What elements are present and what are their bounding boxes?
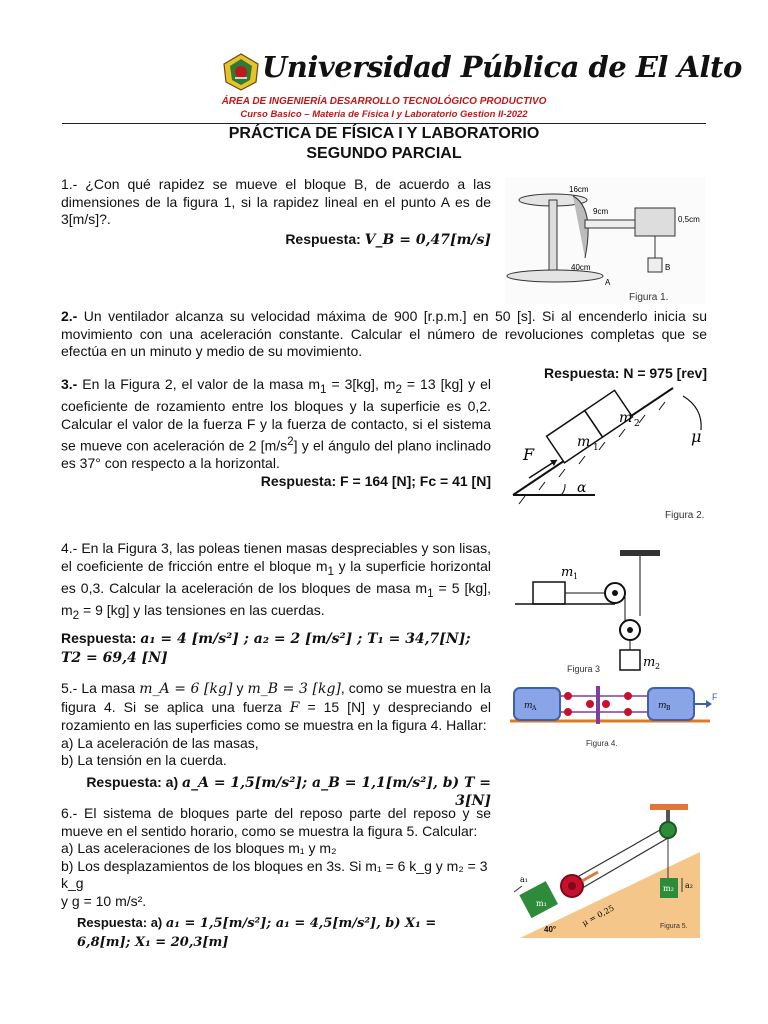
exam-subtitle: SEGUNDO PARCIAL [306, 145, 462, 162]
angle-label: 40° [544, 925, 557, 934]
figure-3-caption: Figura 3 [567, 664, 601, 674]
answer-value: V_B = 0,47[m/s] [364, 231, 491, 248]
problem-3 [61, 376, 491, 490]
problem-6-item-c: y g = 10 m/s². [61, 892, 147, 909]
figure-1-pulley-system [505, 178, 705, 304]
answer-label: Respuesta: [285, 230, 361, 247]
problem-1-text: 1.- ¿Con qué rapidez se mueve el bloque B, de acuerdo a las dimensiones de la figura 1, si la rapidez lineal en el punto A es de 3[m/s]?. [61, 176, 491, 227]
point-a-label: A [605, 278, 611, 287]
figure-2-incline [505, 380, 710, 522]
force-f-label: F [523, 445, 535, 464]
a2-label: a₂ [685, 881, 693, 890]
problem-5 [61, 680, 491, 811]
problem-2-number: 2.- [61, 308, 78, 324]
dim-16cm: 16cm [569, 185, 589, 194]
a1-label: a₁ [520, 875, 528, 884]
figure-5-incline-pulley [510, 800, 710, 940]
mB-sub: B [666, 705, 671, 712]
m2-label: m₂ [663, 884, 674, 893]
problem-4-answer: Respuesta: a₁ = 4 [m/s²] ; a₂ = 2 [m/s²] ; T₁ = 34,7[N]; T2 = 69,4 [N] [61, 630, 471, 666]
university-name: Universidad Pública de El Alto [262, 50, 742, 84]
m1-label: m₁ [536, 899, 547, 908]
problem-2-answer: Respuesta: N = 975 [rev] [543, 364, 707, 381]
m1-label: m [577, 434, 591, 450]
problem-5-answer: Respuesta: a) a_A = 1,5[m/s²]; a_B = 1,1[m/s²], b) T = 3[N] [86, 773, 491, 809]
problem-2-text: 2.- Un ventilador alcanza su velocidad máxima de 900 [r.p.m.] en 50 [s]. Si al encenderlo inicia su movimiento con una aceleración constante. Calcular el número de revoluciones completas que se efectúa en un minuto y medio de su movimiento. [61, 308, 707, 359]
dim-9cm: 9cm [593, 207, 609, 216]
figure-4-blocks [510, 684, 720, 750]
problem-1 [61, 176, 491, 249]
problem-6-answer: Respuesta: a) a₁ = 1,5[m/s²]; a₁ = 4,5[m/s²], b) X₁ = 6,8[m]; X₁ = 20,3[m] [77, 915, 437, 950]
page-header [0, 46, 768, 124]
header-divider [62, 123, 706, 124]
alpha-label: α [577, 480, 587, 496]
problem-4-text: 4.- En la Figura 3, las poleas tienen masas despreciables y son lisas, el coeficiente de fricción entre el bloque $m_1$ y la superficie horizontal es 0,3. Calcular la aceleración de los bloques de masa $m_1 = 5$ [kg], $m_2 = 9$ [kg] y las tensiones en las cuerdas. [61, 540, 491, 622]
problem-5-item-b: b) La tensión en la cuerda. [61, 752, 227, 768]
problem-6-item-b: b) Los desplazamientos de los bloques en 3s. Si m₁ = 6 k_g y m₂ = 3 k_g [61, 857, 488, 891]
problem-6-item-a: a) Las aceleraciones de los bloques m₁ y m₂ [61, 840, 337, 856]
m2-label: m [643, 655, 656, 670]
m1-label: m [561, 565, 574, 580]
dim-05cm: 0,5cm [678, 215, 700, 224]
mA-label: m [524, 701, 533, 711]
figure-1-caption: Figura 1. [629, 292, 669, 303]
problem-3-answer: Respuesta: F = 164 [N]; Fc = 41 [N] [260, 472, 491, 489]
area-subtitle: ÁREA DE INGENIERÍA DESARROLLO TECNOLÓGICO PRODUCTIVO [221, 96, 547, 107]
problem-5-item-a: a) La aceleración de las masas, [61, 734, 259, 751]
figure-2-caption: Figura 2. [665, 510, 705, 521]
m1-sub: 1 [593, 443, 599, 453]
figure-5-caption: Figura 5. [660, 923, 688, 930]
problem-2 [61, 308, 707, 382]
problem-5-text: 5.- La masa m_A = 6 [kg] y m_B = 3 [kg], como se muestra en la figura 4. Si se aplica una fuerza F = 15 [N] y despreciando el rozamiento en las superficies como se muestra en la figura 4. Hallar: [61, 680, 491, 733]
m2-sub: 2 [655, 662, 661, 671]
problem-4 [61, 540, 491, 667]
mA-sub: A [532, 705, 537, 712]
mu-label: μ [691, 427, 702, 446]
m2-sub: 2 [634, 419, 640, 429]
m1-sub: 1 [573, 572, 579, 581]
mB-label: m [658, 701, 667, 711]
mu-label: μ = 0,25 [580, 903, 616, 928]
m2-label: m [619, 410, 633, 426]
practice-title: PRÁCTICA DE FÍSICA I Y LABORATORIO [228, 125, 540, 142]
university-seal-logo [222, 52, 260, 92]
course-subtitle: Curso Basico – Materia de Física I y Laboratorio Gestion II-2022 [240, 109, 528, 120]
figure-3-pulleys [515, 546, 705, 678]
problem-6-text: 6.- El sistema de bloques parte del reposo parte del reposo y se mueve en el sentido horario, como se muestra la figura 5. Calcular: [61, 805, 491, 839]
problem-3-text: 3.- En la Figura 2, el valor de la masa $m_1 = 3[kg]$, $m_2 = 13$ [kg] y el coeficiente de rozamiento entre los bloques y la superficie es 0,2. Calcular el valor de la fuerza F y la fuerza de contacto, si el sistema se mueve con aceleración de 2 $[m/s^2]$ y el ángulo del plano inclinado es 37° con respecto a la horizontal. [61, 376, 491, 472]
problem-6 [61, 805, 491, 951]
force-f-label: F [712, 692, 718, 702]
figure-4-caption: Figura 4. [586, 739, 618, 748]
block-b-label: B [665, 263, 671, 272]
problem-1-answer [61, 231, 491, 250]
dim-40cm: 40cm [571, 263, 591, 272]
